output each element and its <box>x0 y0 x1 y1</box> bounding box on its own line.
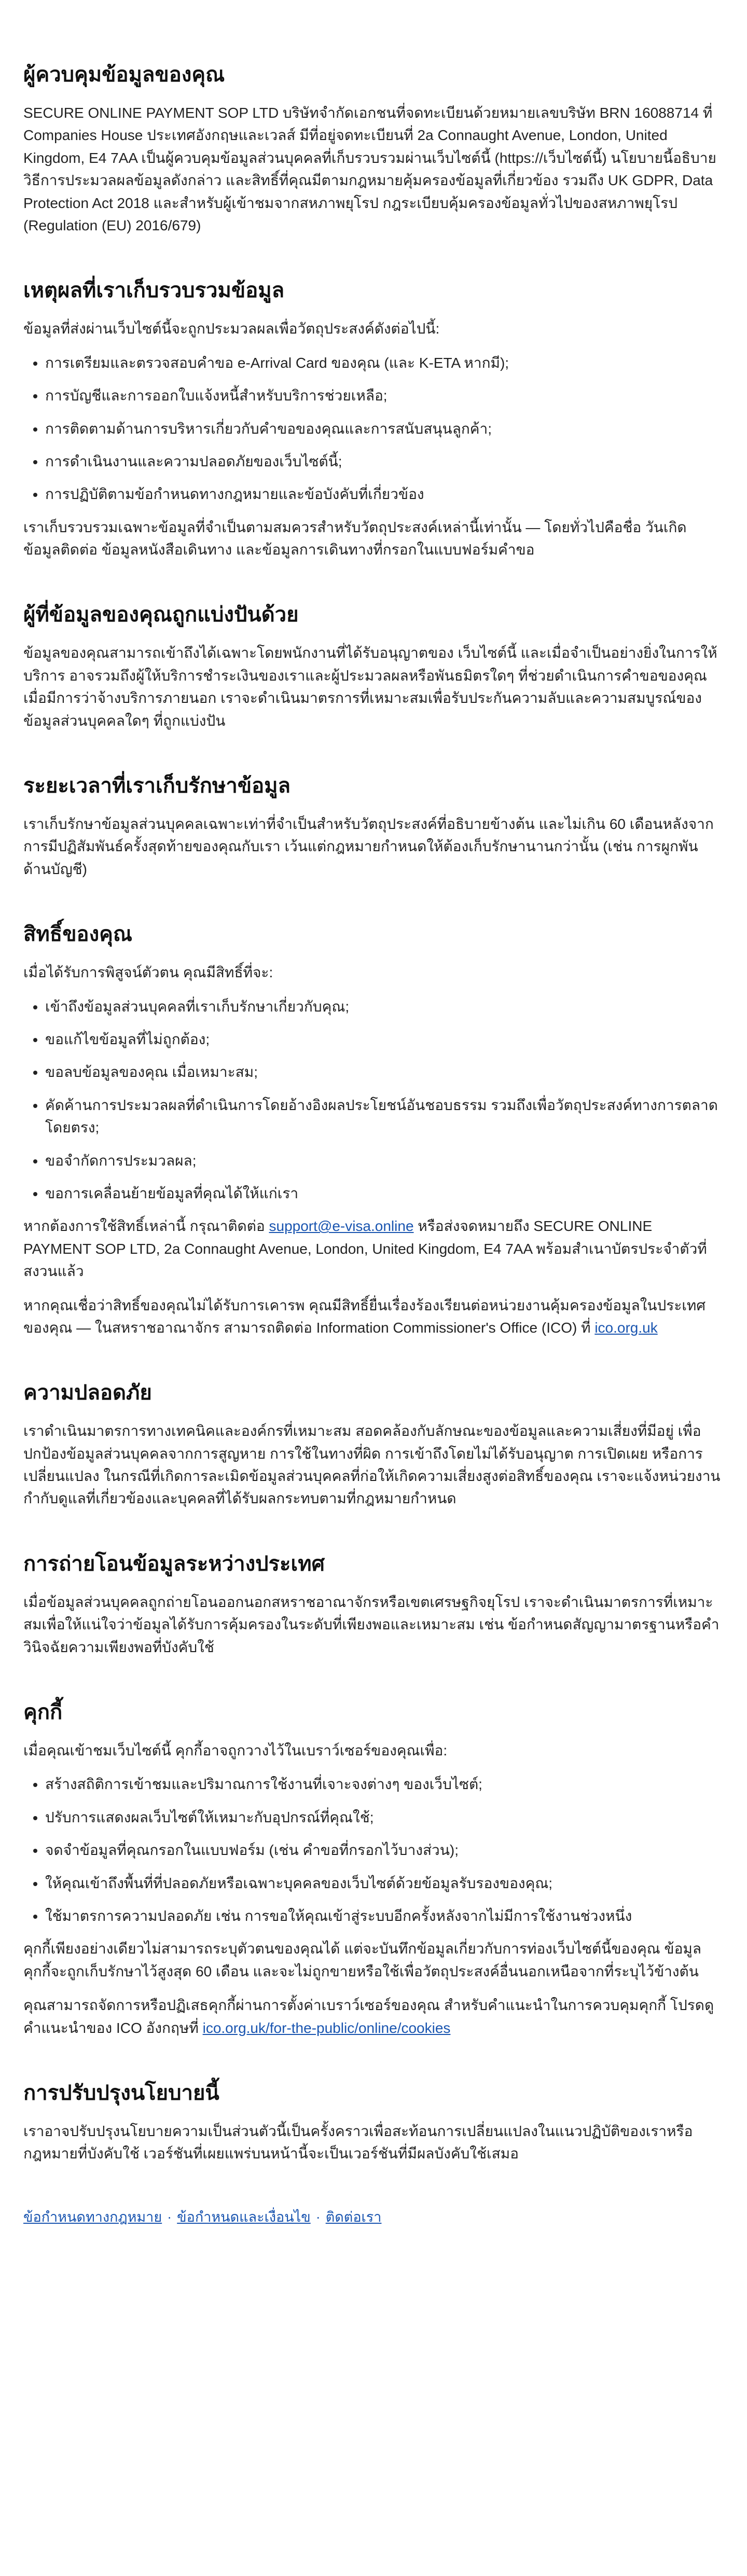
cookies-manage-before: คุณสามารถจัดการหรือปฏิเสธคุกกี้ผ่านการตั้งค่าเบราว์เซอร์ของคุณ สำหรับคำแนะนำในการควบคุมคุกกี้ โปรดดูคำแนะนำของ ICO อังกฤษที่ <box>23 1997 714 2036</box>
transfers-section <box>23 1550 724 1658</box>
cookies-list <box>23 1773 724 1927</box>
rights-section <box>23 921 724 1339</box>
sharing-section <box>23 601 724 732</box>
list-item: • ให้คุณเข้าถึงพื้นที่ที่ปลอดภัยหรือเฉพาะบุคคลของเว็บไซต์ด้วยข้อมูลรับรองของคุณ; <box>45 1872 724 1894</box>
purposes-heading: เหตุผลที่เราเก็บรวบรวมข้อมูล <box>23 279 285 302</box>
security-section <box>23 1379 724 1510</box>
controller-section <box>23 61 724 237</box>
security-heading: ความปลอดภัย <box>23 1381 152 1405</box>
cookies-section <box>23 1699 724 2039</box>
ico-cookies-link[interactable]: ico.org.uk/for-the-public/online/cookies <box>202 2019 451 2036</box>
list-item: • การติดตามด้านการบริหารเกี่ยวกับคำขอของคุณและการสนับสนุนลูกค้า; <box>45 418 724 440</box>
list-item: • เข้าถึงข้อมูลส่วนบุคคลที่เราเก็บรักษาเกี่ยวกับคุณ; <box>45 995 724 1018</box>
retention-section <box>23 772 724 880</box>
rights-exercise-before: หากต้องการใช้สิทธิ์เหล่านี้ กรุณาติดต่อ <box>23 1218 269 1235</box>
list-item: • สร้างสถิติการเข้าชมและปริมาณการใช้งานที่เจาะจงต่างๆ ของเว็บไซต์; <box>45 1773 724 1795</box>
list-item: • การบัญชีและการออกใบแจ้งหนี้สำหรับบริการช่วยเหลือ; <box>45 384 724 407</box>
list-item: • ใช้มาตรการความปลอดภัย เช่น การขอให้คุณเข้าสู่ระบบอีกครั้งหลังจากไม่มีการใช้งานช่วงหนึ่ง <box>45 1905 724 1927</box>
rights-heading: สิทธิ์ของคุณ <box>23 923 132 946</box>
support-email-link[interactable]: support@e-visa.online <box>269 1218 414 1235</box>
list-item: • จดจำข้อมูลที่คุณกรอกในแบบฟอร์ม (เช่น คำขอที่กรอกไว้บางส่วน); <box>45 1839 724 1861</box>
rights-complaint-before: หากคุณเชื่อว่าสิทธิ์ของคุณไม่ได้รับการเคารพ คุณมีสิทธิ์ยื่นเรื่องร้องเรียนต่อหน่วยงานคุ้มครองข้อมูลในประเทศของคุณ — ในสหราชอาณาจักร สามารถติดต่อ Information Commissioner's Office (ICO) ที่ <box>23 1297 706 1336</box>
footer-separator: · <box>167 2209 172 2225</box>
list-item: • การปฏิบัติตามข้อกำหนดทางกฎหมายและข้อบังคับที่เกี่ยวข้อง <box>45 483 724 505</box>
changes-section <box>23 2080 724 2165</box>
footer-link-legal[interactable]: ข้อกำหนดทางกฎหมาย <box>23 2209 162 2225</box>
controller-body: SECURE ONLINE PAYMENT SOP LTD บริษัทจำกัดเอกชนที่จดทะเบียนด้วยหมายเลขบริษัท BRN 16088714 ที่ Companies House ประเทศอังกฤษและเวลส์ มีที่อยู่จดทะเบียนที่ 2a Connaught Avenue, London, United Kingdom, E4 7AA เป็นผู้ควบคุมข้อมูลส่วนบุคคลที่เก็บรวบรวมผ่านเว็บไซต์นี้ (https://เว็บไซต์นี้) นโยบายนี้อธิบายวิธีการประมวลผลข้อมูลดังกล่าว และสิทธิ์ที่คุณมีตามกฎหมายคุ้มครองข้อมูลที่เกี่ยวข้อง รวมถึง UK GDPR, Data Protection Act 2018 และสำหรับผู้เข้าชมจากสหภาพยุโรป กฎระเบียบคุ้มครองข้อมูลทั่วไปของสหภาพยุโรป (Regulation (EU) 2016/679) <box>23 105 716 233</box>
transfers-body: เมื่อข้อมูลส่วนบุคคลถูกถ่ายโอนออกนอกสหราชอาณาจักรหรือเขตเศรษฐกิจยุโรป เราจะดำเนินมาตรการที่เหมาะสมเพื่อให้แน่ใจว่าข้อมูลได้รับการคุ้มครองในระดับที่เพียงพอและเหมาะสม เช่น ข้อกำหนดสัญญามาตรฐานหรือคำวินิจฉัยความเพียงพอที่บังคับใช้ <box>23 1594 720 1655</box>
footer-link-terms[interactable]: ข้อกำหนดและเงื่อนไข <box>177 2209 311 2225</box>
footer-links <box>23 2207 724 2228</box>
footer-link-contact[interactable]: ติดต่อเรา <box>325 2209 382 2225</box>
list-item: • คัดค้านการประมวลผลที่ดำเนินการโดยอ้างอิงผลประโยชน์อันชอบธรรม รวมถึงเพื่อวัตถุประสงค์ทางการตลาดโดยตรง; <box>45 1094 724 1139</box>
list-item: • ขอลบข้อมูลของคุณ เมื่อเหมาะสม; <box>45 1061 724 1083</box>
transfers-heading: การถ่ายโอนข้อมูลระหว่างประเทศ <box>23 1552 325 1575</box>
rights-exercise <box>23 1215 724 1282</box>
cookies-heading: คุกกี้ <box>23 1701 63 1724</box>
list-item: • ขอแก้ไขข้อมูลที่ไม่ถูกต้อง; <box>45 1028 724 1050</box>
sharing-body: ข้อมูลของคุณสามารถเข้าถึงได้เฉพาะโดยพนักงานที่ได้รับอนุญาตของ เว็บไซต์นี้ และเมื่อจำเป็นอย่างยิ่งในการให้บริการ อาจรวมถึงผู้ให้บริการชำระเงินของเราและผู้ประมวลผลหรือพันธมิตรใดๆ ที่ช่วยดำเนินการคำขอของคุณ เมื่อมีการว่าจ้างบริการภายนอก เราจะดำเนินมาตรการที่เหมาะสมเพื่อรับประกันความลับและความสมบูรณ์ของข้อมูลส่วนบุคคลใดๆ ที่ถูกแบ่งปัน <box>23 645 717 729</box>
sharing-heading: ผู้ที่ข้อมูลของคุณถูกแบ่งปันด้วย <box>23 603 299 627</box>
retention-heading: ระยะเวลาที่เราเก็บรักษาข้อมูล <box>23 774 291 798</box>
list-item: • ขอการเคลื่อนย้ายข้อมูลที่คุณได้ให้แก่เรา <box>45 1182 724 1204</box>
cookies-storage: คุกกี้เพียงอย่างเดียวไม่สามารถระบุตัวตนของคุณได้ แต่จะบันทึกข้อมูลเกี่ยวกับการท่องเว็บไซต์นี้ของคุณ ข้อมูลคุกกี้จะถูกเก็บรักษาไว้สูงสุด 60 เดือน และจะไม่ถูกขายหรือใช้เพื่อวัตถุประสงค์อื่นนอกเหนือจากที่ระบุไว้ข้างต้น <box>23 1941 702 1979</box>
list-item: • ขอจำกัดการประมวลผล; <box>45 1149 724 1172</box>
privacy-policy-page <box>23 0 724 2259</box>
purposes-section <box>23 277 724 561</box>
changes-body: เราอาจปรับปรุงนโยบายความเป็นส่วนตัวนี้เป็นครั้งคราวเพื่อสะท้อนการเปลี่ยนแปลงในแนวปฏิบัติของเราหรือกฎหมายที่บังคับใช้ เวอร์ชันที่เผยแพร่บนหน้านี้จะเป็นเวอร์ชันที่มีผลบังคับใช้เสมอ <box>23 2123 693 2162</box>
footer-separator: · <box>315 2209 321 2225</box>
list-item: • การเตรียมและตรวจสอบคำขอ e-Arrival Card ของคุณ (และ K-ETA หากมี); <box>45 352 724 374</box>
retention-body: เราเก็บรักษาข้อมูลส่วนบุคคลเฉพาะเท่าที่จำเป็นสำหรับวัตถุประสงค์ที่อธิบายข้างต้น และไม่เกิน 60 เดือนหลังจากการมีปฏิสัมพันธ์ครั้งสุดท้ายของคุณกับเรา เว้นแต่กฎหมายกำหนดให้ต้องเก็บรักษานานกว่านั้น (เช่น การผูกพันด้านบัญชี) <box>23 816 714 877</box>
purposes-intro: ข้อมูลที่ส่งผ่านเว็บไซต์นี้จะถูกประมวลผลเพื่อวัตถุประสงค์ดังต่อไปนี้: <box>23 321 440 337</box>
controller-heading: ผู้ควบคุมข้อมูลของคุณ <box>23 63 225 86</box>
ico-link[interactable]: ico.org.uk <box>594 1319 658 1336</box>
rights-intro: เมื่อได้รับการพิสูจน์ตัวตน คุณมีสิทธิ์ที่จะ: <box>23 964 273 981</box>
rights-exercise-after: หรือส่งจดหมายถึง SECURE ONLINE PAYMENT SOP LTD, 2a Connaught Avenue, London, United Kingdom, E4 7AA พร้อมสำเนาบัตรประจำตัวที่สงวนแล้ว <box>23 1218 707 1280</box>
list-item: • การดำเนินงานและความปลอดภัยของเว็บไซต์นี้; <box>45 450 724 473</box>
changes-heading: การปรับปรุงนโยบายนี้ <box>23 2081 219 2104</box>
purposes-list <box>23 352 724 506</box>
rights-list <box>23 995 724 1205</box>
purposes-outro: เราเก็บรวบรวมเฉพาะข้อมูลที่จำเป็นตามสมควรสำหรับวัตถุประสงค์เหล่านี้เท่านั้น — โดยทั่วไปคือชื่อ วันเกิด ข้อมูลติดต่อ ข้อมูลหนังสือเดินทาง และข้อมูลการเดินทางที่กรอกในแบบฟอร์มคำขอ <box>23 519 687 558</box>
list-item: • ปรับการแสดงผลเว็บไซต์ให้เหมาะกับอุปกรณ์ที่คุณใช้; <box>45 1806 724 1829</box>
rights-complaint <box>23 1294 724 1339</box>
cookies-manage <box>23 1994 724 2039</box>
security-body: เราดำเนินมาตรการทางเทคนิคและองค์กรที่เหมาะสม สอดคล้องกับลักษณะของข้อมูลและความเสี่ยงที่มีอยู่ เพื่อปกป้องข้อมูลส่วนบุคคลจากการสูญหาย การใช้ในทางที่ผิด การเข้าถึงโดยไม่ได้รับอนุญาต การเปิดเผย หรือการเปลี่ยนแปลง ในกรณีที่เกิดการละเมิดข้อมูลส่วนบุคคลที่ก่อให้เกิดความเสี่ยงสูงต่อสิทธิ์ของคุณ เราจะแจ้งหน่วยงานกำกับดูแลที่เกี่ยวข้องและบุคคลที่ได้รับผลกระทบตามที่กฎหมายกำหนด <box>23 1423 721 1507</box>
cookies-intro: เมื่อคุณเข้าชมเว็บไซต์นี้ คุกกี้อาจถูกวางไว้ในเบราว์เซอร์ของคุณเพื่อ: <box>23 1742 448 1759</box>
